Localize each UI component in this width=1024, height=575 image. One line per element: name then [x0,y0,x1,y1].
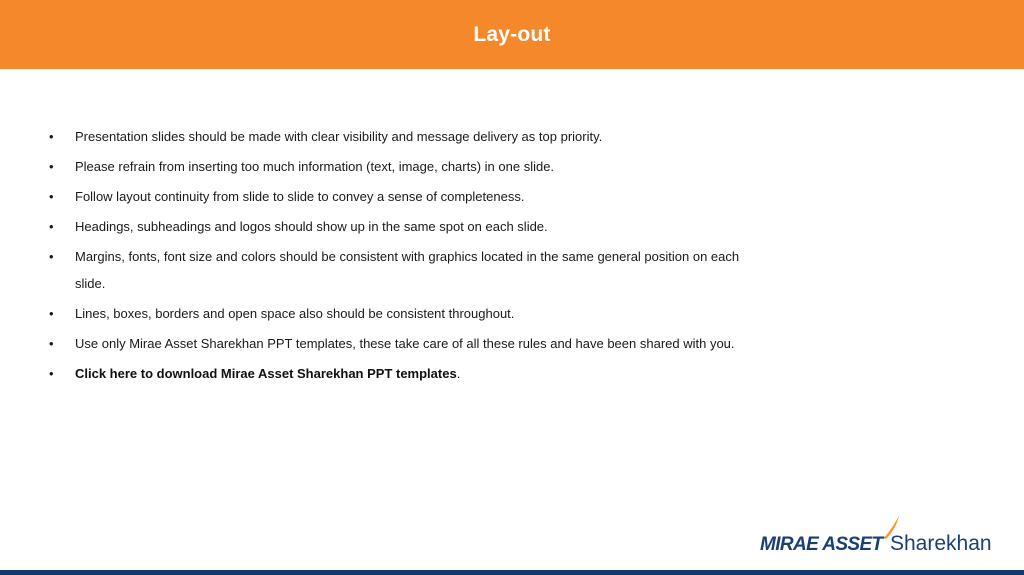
bullet-list [49,124,769,391]
bullet-text: Lines, boxes, borders and open space also should be consistent throughout. [75,305,515,321]
footer-bar [0,570,1024,575]
download-templates-link[interactable]: Click here to download Mirae Asset Sharekhan PPT templates [75,365,457,381]
company-logo [760,514,1000,554]
bullet-dot: • [49,189,54,204]
bullet-text: Please refrain from inserting too much information (text, image, charts) in one slide. [75,159,555,174]
slide-header [0,0,1024,69]
bullet-dot: • [49,249,54,264]
bullet-item [49,124,769,151]
bullet-text: Presentation slides should be made with clear visibility and message delivery as top priority. [75,129,603,144]
logo-graphic [760,514,1000,554]
bullet-item [49,331,769,358]
bullet-text: Follow layout continuity from slide to slide to convey a sense of completeness. [75,189,525,204]
slide-title: Lay-out [473,22,551,46]
link-suffix: . [456,365,461,381]
bullet-dot: • [49,129,54,144]
bullet-item-link [49,361,769,388]
bullet-item [49,184,769,211]
bullet-text: Use only Mirae Asset Sharekhan PPT templates, these take care of all these rules and have been shared with you. [75,335,735,351]
bullet-item [49,301,769,328]
bullet-dot: • [49,305,54,321]
bullet-item [49,214,769,241]
bullet-text: Margins, fonts, font size and colors should be consistent with graphics located in the same general position on each slide. [75,249,740,291]
logo-sharekhan: Sharekhan [890,532,992,554]
bullet-dot: • [49,365,54,381]
bullet-text: Headings, subheadings and logos should show up in the same spot on each slide. [75,219,548,234]
bullet-dot: • [49,335,54,351]
bullet-dot: • [49,159,54,174]
bullet-item [49,244,769,297]
bullet-item [49,154,769,181]
logo-mirae-asset: MIRAE ASSET [760,534,883,554]
bullet-dot: • [49,219,54,234]
